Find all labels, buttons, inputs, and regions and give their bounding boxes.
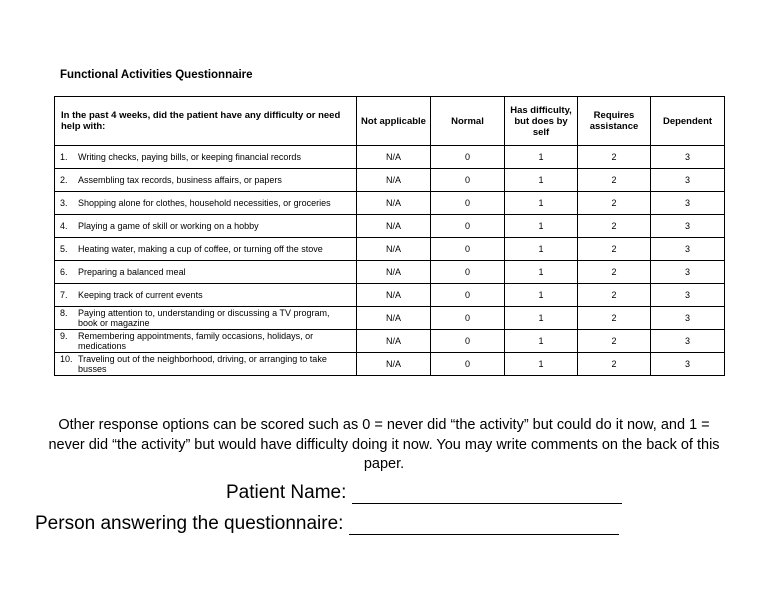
activity-number: 5. <box>60 244 68 254</box>
patient-name-blank[interactable] <box>352 485 622 504</box>
page-title: Functional Activities Questionnaire <box>60 69 253 81</box>
dependent-score[interactable]: 3 <box>651 284 725 307</box>
activity-text: Preparing a balanced meal <box>78 267 186 277</box>
table-header-row <box>55 97 725 146</box>
has-difficulty-column-header: Has difficulty, but does by self <box>505 97 578 146</box>
table-row <box>55 353 725 376</box>
table-row <box>55 307 725 330</box>
activity-cell <box>55 330 357 353</box>
table-row <box>55 238 725 261</box>
normal-score[interactable]: 0 <box>431 169 505 192</box>
table-row <box>55 146 725 169</box>
has-difficulty-score[interactable]: 1 <box>505 261 578 284</box>
not-applicable-score[interactable]: N/A <box>357 169 431 192</box>
scoring-note: Other response options can be scored such as 0 = never did “the activity” but could do it now, and 1 = never did “the activity” but would have difficulty doing it now. You may write comments on the back of this paper. <box>48 417 720 472</box>
activity-cell <box>55 307 357 330</box>
normal-score[interactable]: 0 <box>431 192 505 215</box>
questionnaire-table <box>54 96 725 376</box>
has-difficulty-score[interactable]: 1 <box>505 146 578 169</box>
requires-assistance-column-header: Requires assistance <box>578 97 651 146</box>
activity-number: 2. <box>60 175 68 185</box>
not-applicable-score[interactable]: N/A <box>357 330 431 353</box>
dependent-score[interactable]: 3 <box>651 192 725 215</box>
activity-number: 10. <box>60 354 73 364</box>
dependent-score[interactable]: 3 <box>651 169 725 192</box>
requires-assistance-score[interactable]: 2 <box>578 215 651 238</box>
activity-text: Heating water, making a cup of coffee, or turning off the stove <box>78 244 323 254</box>
not-applicable-score[interactable]: N/A <box>357 261 431 284</box>
activity-text: Paying attention to, understanding or discussing a TV program, book or magazine <box>78 308 330 328</box>
activity-text: Keeping track of current events <box>78 290 203 300</box>
normal-score[interactable]: 0 <box>431 261 505 284</box>
not-applicable-score[interactable]: N/A <box>357 238 431 261</box>
requires-assistance-score[interactable]: 2 <box>578 238 651 261</box>
activity-text: Traveling out of the neighborhood, driving, or arranging to take busses <box>78 354 327 374</box>
requires-assistance-score[interactable]: 2 <box>578 307 651 330</box>
activity-cell <box>55 353 357 376</box>
person-answering-label: Person answering the questionnaire: <box>35 513 344 534</box>
activity-cell <box>55 238 357 261</box>
normal-score[interactable]: 0 <box>431 284 505 307</box>
dependent-score[interactable]: 3 <box>651 330 725 353</box>
activity-text: Remembering appointments, family occasions, holidays, or medications <box>78 331 314 351</box>
activity-number: 3. <box>60 198 68 208</box>
activity-cell <box>55 284 357 307</box>
requires-assistance-score[interactable]: 2 <box>578 330 651 353</box>
has-difficulty-score[interactable]: 1 <box>505 284 578 307</box>
has-difficulty-score[interactable]: 1 <box>505 330 578 353</box>
not-applicable-score[interactable]: N/A <box>357 284 431 307</box>
table-row <box>55 284 725 307</box>
normal-score[interactable]: 0 <box>431 330 505 353</box>
not-applicable-score[interactable]: N/A <box>357 307 431 330</box>
table-row <box>55 215 725 238</box>
dependent-score[interactable]: 3 <box>651 261 725 284</box>
has-difficulty-score[interactable]: 1 <box>505 169 578 192</box>
requires-assistance-score[interactable]: 2 <box>578 169 651 192</box>
activity-number: 8. <box>60 308 68 318</box>
normal-column-header: Normal <box>431 97 505 146</box>
activity-number: 6. <box>60 267 68 277</box>
normal-score[interactable]: 0 <box>431 238 505 261</box>
activity-cell <box>55 215 357 238</box>
has-difficulty-score[interactable]: 1 <box>505 215 578 238</box>
has-difficulty-score[interactable]: 1 <box>505 353 578 376</box>
activity-number: 9. <box>60 331 68 341</box>
person-answering-blank[interactable] <box>349 516 619 535</box>
not-applicable-score[interactable]: N/A <box>357 192 431 215</box>
requires-assistance-score[interactable]: 2 <box>578 353 651 376</box>
activity-cell <box>55 261 357 284</box>
table-row <box>55 192 725 215</box>
has-difficulty-score[interactable]: 1 <box>505 307 578 330</box>
dependent-score[interactable]: 3 <box>651 307 725 330</box>
normal-score[interactable]: 0 <box>431 146 505 169</box>
dependent-score[interactable]: 3 <box>651 238 725 261</box>
normal-score[interactable]: 0 <box>431 307 505 330</box>
activity-text: Playing a game of skill or working on a hobby <box>78 221 259 231</box>
activity-cell <box>55 192 357 215</box>
activity-text: Shopping alone for clothes, household necessities, or groceries <box>78 198 331 208</box>
not-applicable-column-header: Not applicable <box>357 97 431 146</box>
activity-cell <box>55 146 357 169</box>
activity-number: 7. <box>60 290 68 300</box>
table-row <box>55 330 725 353</box>
activity-text: Writing checks, paying bills, or keeping financial records <box>78 152 301 162</box>
activity-number: 4. <box>60 221 68 231</box>
dependent-score[interactable]: 3 <box>651 353 725 376</box>
requires-assistance-score[interactable]: 2 <box>578 146 651 169</box>
activity-text: Assembling tax records, business affairs, or papers <box>78 175 282 185</box>
has-difficulty-score[interactable]: 1 <box>505 192 578 215</box>
person-answering-line <box>35 513 619 535</box>
not-applicable-score[interactable]: N/A <box>357 353 431 376</box>
patient-name-line <box>226 482 622 504</box>
dependent-column-header: Dependent <box>651 97 725 146</box>
normal-score[interactable]: 0 <box>431 353 505 376</box>
not-applicable-score[interactable]: N/A <box>357 146 431 169</box>
requires-assistance-score[interactable]: 2 <box>578 192 651 215</box>
activity-number: 1. <box>60 152 68 162</box>
normal-score[interactable]: 0 <box>431 215 505 238</box>
activity-cell <box>55 169 357 192</box>
patient-name-label: Patient Name: <box>226 482 347 503</box>
dependent-score[interactable]: 3 <box>651 215 725 238</box>
not-applicable-score[interactable]: N/A <box>357 215 431 238</box>
requires-assistance-score[interactable]: 2 <box>578 284 651 307</box>
has-difficulty-score[interactable]: 1 <box>505 238 578 261</box>
table-row <box>55 169 725 192</box>
requires-assistance-score[interactable]: 2 <box>578 261 651 284</box>
dependent-score[interactable]: 3 <box>651 146 725 169</box>
table-row <box>55 261 725 284</box>
question-column-header: In the past 4 weeks, did the patient have any difficulty or need help with: <box>55 97 357 146</box>
